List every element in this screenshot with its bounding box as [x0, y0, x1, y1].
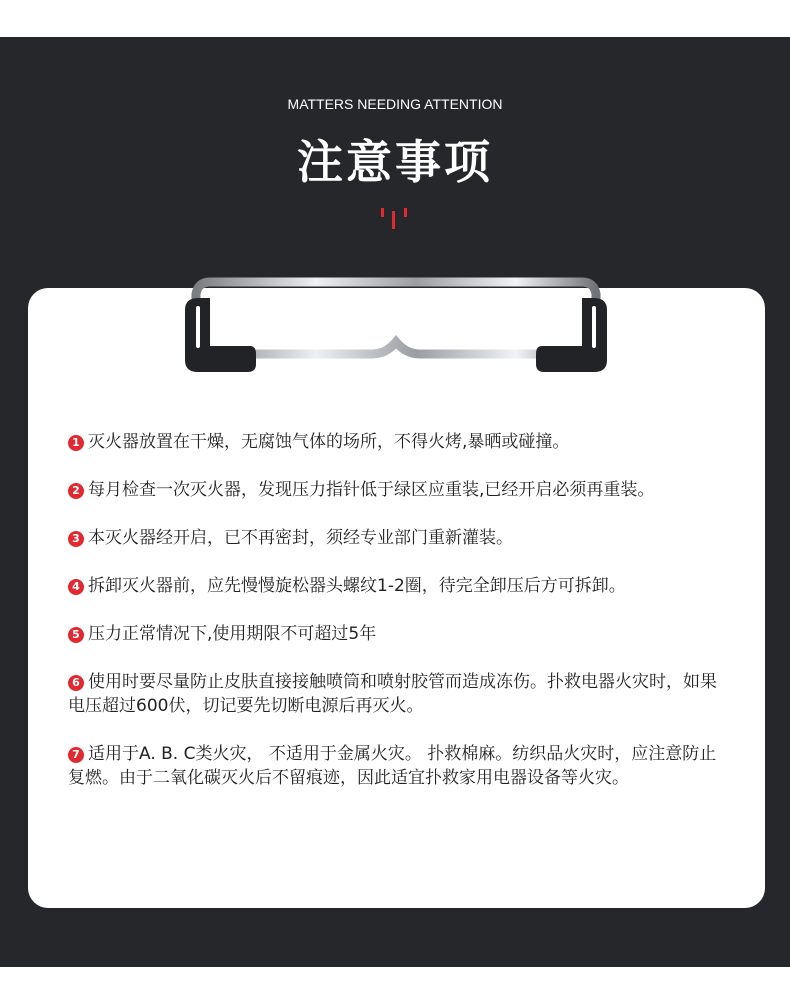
item-text: 灭火器放置在干燥，无腐蚀气体的场所，不得火烤,暴晒或碰撞。 [88, 432, 570, 452]
clipboard-clip-icon [180, 276, 612, 378]
notice-list [68, 430, 728, 814]
number-badge: 6 [68, 675, 84, 691]
list-item [68, 478, 728, 502]
page-subtitle: MATTERS NEEDING ATTENTION [287, 96, 503, 112]
item-text: 压力正常情况下,使用期限不可超过5年 [88, 624, 377, 644]
item-text: 每月检查一次灭火器，发现压力指针低于绿区应重装,已经开启必须再重装。 [88, 480, 655, 500]
number-badge: 2 [68, 483, 84, 499]
list-item [68, 526, 728, 550]
number-badge: 1 [68, 435, 84, 451]
list-item [68, 574, 728, 598]
number-badge: 7 [68, 747, 84, 763]
list-item [68, 742, 728, 790]
number-badge: 4 [68, 579, 84, 595]
list-item [68, 670, 728, 718]
number-badge: 3 [68, 531, 84, 547]
item-text: 使用时要尽量防止皮肤直接接触喷筒和喷射胶管而造成冻伤。扑救电器火灾时，如果电压超过600伏，切记要先切断电源后再灭火。 [68, 672, 717, 716]
number-badge: 5 [68, 627, 84, 643]
item-text: 本灭火器经开启，已不再密封，须经专业部门重新灌装。 [88, 528, 513, 548]
page-title: 注意事项 [297, 135, 493, 189]
accent-marks-decoration [381, 205, 411, 231]
list-item [68, 622, 728, 646]
list-item [68, 430, 728, 454]
item-text: 适用于A. B. C类火灾， 不适用于金属火灾。 扑救棉麻。纺织品火灾时，应注意防止复燃。由于二氧化碳灭火后不留痕迹，因此适宜扑救家用电器设备等火灾。 [68, 744, 717, 788]
item-text: 拆卸灭火器前，应先慢慢旋松器头螺纹1-2圈，待完全卸压后方可拆卸。 [88, 576, 626, 596]
